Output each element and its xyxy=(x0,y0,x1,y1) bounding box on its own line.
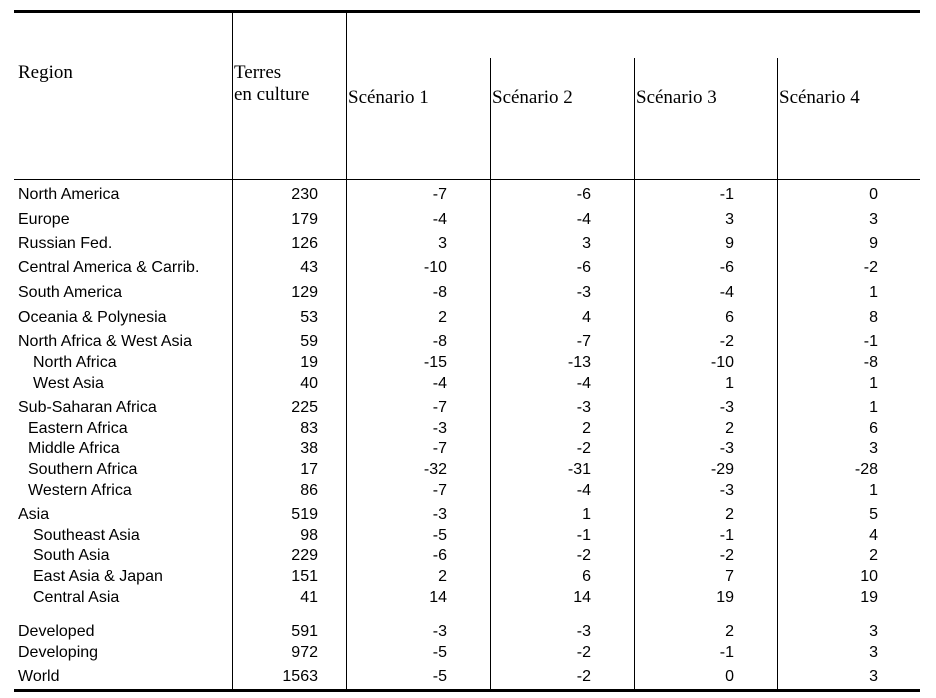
cell-scenario2: -3 xyxy=(576,623,591,640)
cell-scenario2: -4 xyxy=(576,482,591,499)
cell-scenario4: 3 xyxy=(869,644,878,661)
table-row xyxy=(0,283,936,303)
cell-scenario3: 9 xyxy=(725,235,734,252)
cell-region: Western Africa xyxy=(28,482,132,499)
cell-region: Central America & Carrib. xyxy=(18,259,200,276)
cell-land: 53 xyxy=(300,309,318,326)
table-row xyxy=(0,643,936,663)
header-cultivated-land-line2: en culture xyxy=(234,84,310,105)
cell-scenario4: 3 xyxy=(869,440,878,457)
cell-scenario4: 8 xyxy=(869,309,878,326)
cell-scenario1: 2 xyxy=(438,309,447,326)
cell-scenario3: 2 xyxy=(725,420,734,437)
table-row xyxy=(0,667,936,687)
header-region: Region xyxy=(18,62,73,83)
cell-scenario1: -5 xyxy=(432,527,447,544)
cell-scenario2: -2 xyxy=(576,668,591,685)
cell-scenario3: 7 xyxy=(725,568,734,585)
cell-scenario1: -3 xyxy=(432,506,447,523)
cell-scenario2: -3 xyxy=(576,284,591,301)
cell-land: 179 xyxy=(291,211,318,228)
cell-region: Oceania & Polynesia xyxy=(18,309,167,326)
cell-scenario4: 1 xyxy=(869,375,878,392)
table-row xyxy=(0,332,936,352)
header-scenario2: Scénario 2 xyxy=(492,87,573,108)
cell-region: Sub-Saharan Africa xyxy=(18,399,157,416)
cell-scenario1: -5 xyxy=(432,668,447,685)
cell-land: 59 xyxy=(300,333,318,350)
cell-land: 83 xyxy=(300,420,318,437)
cell-region: Europe xyxy=(18,211,70,228)
cell-region: South Asia xyxy=(33,547,110,564)
cell-region: Middle Africa xyxy=(28,440,120,457)
cell-scenario2: -4 xyxy=(576,211,591,228)
cell-scenario2: -2 xyxy=(576,547,591,564)
table-row xyxy=(0,588,936,608)
cell-scenario2: -13 xyxy=(567,354,591,371)
cell-scenario2: -2 xyxy=(576,440,591,457)
cell-scenario4: 10 xyxy=(860,568,878,585)
cell-scenario4: 0 xyxy=(869,186,878,203)
table-row xyxy=(0,374,936,394)
cell-land: 98 xyxy=(300,527,318,544)
cell-scenario3: -3 xyxy=(719,482,734,499)
cell-scenario1: 2 xyxy=(438,568,447,585)
cell-scenario3: -3 xyxy=(719,440,734,457)
cell-scenario4: -2 xyxy=(863,259,878,276)
cell-scenario3: -4 xyxy=(719,284,734,301)
table-row xyxy=(0,398,936,418)
cell-scenario3: -2 xyxy=(719,333,734,350)
table-row xyxy=(0,353,936,373)
cell-scenario3: -29 xyxy=(710,461,734,478)
table-row xyxy=(0,546,936,566)
cell-scenario1: -3 xyxy=(432,623,447,640)
cell-scenario1: -7 xyxy=(432,399,447,416)
cell-scenario2: 1 xyxy=(582,506,591,523)
cell-scenario4: -1 xyxy=(863,333,878,350)
cell-scenario4: 1 xyxy=(869,482,878,499)
header-cultivated-land xyxy=(234,62,309,106)
cell-scenario2: -2 xyxy=(576,644,591,661)
cell-scenario1: -4 xyxy=(432,211,447,228)
cell-scenario1: -15 xyxy=(423,354,447,371)
cell-scenario3: -3 xyxy=(719,399,734,416)
cell-scenario1: -8 xyxy=(432,333,447,350)
cell-scenario1: -7 xyxy=(432,482,447,499)
cell-region: North Africa xyxy=(33,354,117,371)
cell-scenario4: 3 xyxy=(869,623,878,640)
cell-land: 126 xyxy=(291,235,318,252)
cell-scenario2: 14 xyxy=(573,589,591,606)
cell-region: South America xyxy=(18,284,123,301)
cell-region: North America xyxy=(18,186,120,203)
header-scenario1: Scénario 1 xyxy=(348,87,429,108)
cell-land: 591 xyxy=(291,623,318,640)
cell-scenario2: -6 xyxy=(576,259,591,276)
cell-region: Central Asia xyxy=(33,589,120,606)
cell-scenario2: 6 xyxy=(582,568,591,585)
cell-land: 86 xyxy=(300,482,318,499)
cell-land: 129 xyxy=(291,284,318,301)
cell-land: 519 xyxy=(291,506,318,523)
cell-scenario3: -2 xyxy=(719,547,734,564)
cell-land: 229 xyxy=(291,547,318,564)
cell-scenario1: -3 xyxy=(432,420,447,437)
cell-scenario2: -3 xyxy=(576,399,591,416)
cell-scenario4: 4 xyxy=(869,527,878,544)
table-row xyxy=(0,567,936,587)
cell-scenario2: -6 xyxy=(576,186,591,203)
cell-scenario3: -1 xyxy=(719,527,734,544)
cell-scenario1: -32 xyxy=(423,461,447,478)
cell-region: North Africa & West Asia xyxy=(18,333,192,350)
cell-scenario4: 19 xyxy=(860,589,878,606)
cell-scenario2: -31 xyxy=(567,461,591,478)
cell-scenario3: -6 xyxy=(719,259,734,276)
cell-land: 151 xyxy=(291,568,318,585)
cell-scenario4: 5 xyxy=(869,506,878,523)
cell-land: 972 xyxy=(291,644,318,661)
cell-scenario1: -8 xyxy=(432,284,447,301)
table-row xyxy=(0,419,936,439)
table-row xyxy=(0,439,936,459)
cell-scenario3: 0 xyxy=(725,668,734,685)
cell-scenario3: 2 xyxy=(725,623,734,640)
bottom-rule xyxy=(14,689,920,692)
cell-scenario1: 3 xyxy=(438,235,447,252)
cell-scenario4: 3 xyxy=(869,668,878,685)
cell-land: 1563 xyxy=(282,668,318,685)
cell-scenario4: -8 xyxy=(863,354,878,371)
table-row xyxy=(0,258,936,278)
table-row xyxy=(0,460,936,480)
cell-region: Southeast Asia xyxy=(33,527,140,544)
cell-scenario3: -1 xyxy=(719,644,734,661)
cell-region: Developing xyxy=(18,644,99,661)
cell-land: 19 xyxy=(300,354,318,371)
cell-scenario2: -1 xyxy=(576,527,591,544)
cell-scenario1: -4 xyxy=(432,375,447,392)
cell-region: West Asia xyxy=(33,375,104,392)
header-scenario3: Scénario 3 xyxy=(636,87,717,108)
cell-scenario3: 2 xyxy=(725,506,734,523)
cell-region: East Asia & Japan xyxy=(33,568,163,585)
table-row xyxy=(0,622,936,642)
cell-region: Russian Fed. xyxy=(18,235,113,252)
table-row xyxy=(0,210,936,230)
cell-scenario1: -10 xyxy=(423,259,447,276)
header-scenario4: Scénario 4 xyxy=(779,87,860,108)
cell-scenario4: -28 xyxy=(854,461,878,478)
cell-region: Developed xyxy=(18,623,95,640)
table-row xyxy=(0,185,936,205)
cell-scenario1: -7 xyxy=(432,440,447,457)
cell-land: 41 xyxy=(300,589,318,606)
cell-scenario3: 19 xyxy=(716,589,734,606)
cell-region: Southern Africa xyxy=(28,461,138,478)
table-row xyxy=(0,526,936,546)
cell-region: Asia xyxy=(18,506,50,523)
cell-scenario1: -5 xyxy=(432,644,447,661)
cell-land: 225 xyxy=(291,399,318,416)
cell-scenario3: -1 xyxy=(719,186,734,203)
cell-scenario1: -7 xyxy=(432,186,447,203)
cell-land: 38 xyxy=(300,440,318,457)
cell-scenario2: -7 xyxy=(576,333,591,350)
cell-scenario1: 14 xyxy=(429,589,447,606)
cell-scenario4: 9 xyxy=(869,235,878,252)
cell-scenario3: 3 xyxy=(725,211,734,228)
table-row xyxy=(0,234,936,254)
cell-region: Eastern Africa xyxy=(28,420,128,437)
cell-scenario1: -6 xyxy=(432,547,447,564)
cell-scenario2: 2 xyxy=(582,420,591,437)
cell-scenario3: 1 xyxy=(725,375,734,392)
cell-scenario2: 4 xyxy=(582,309,591,326)
cell-land: 40 xyxy=(300,375,318,392)
cell-land: 43 xyxy=(300,259,318,276)
header-bottom-rule xyxy=(14,179,920,180)
header-cultivated-land-line1: Terres xyxy=(234,62,282,83)
cell-scenario3: -10 xyxy=(710,354,734,371)
cell-region: World xyxy=(18,668,60,685)
cell-land: 230 xyxy=(291,186,318,203)
cell-scenario3: 6 xyxy=(725,309,734,326)
cell-scenario4: 6 xyxy=(869,420,878,437)
cell-scenario4: 3 xyxy=(869,211,878,228)
table-row xyxy=(0,481,936,501)
table-row xyxy=(0,505,936,525)
cell-scenario2: 3 xyxy=(582,235,591,252)
top-rule xyxy=(14,10,920,13)
cell-land: 17 xyxy=(300,461,318,478)
table-row xyxy=(0,308,936,328)
cell-scenario4: 1 xyxy=(869,284,878,301)
cell-scenario4: 1 xyxy=(869,399,878,416)
cell-scenario2: -4 xyxy=(576,375,591,392)
cell-scenario4: 2 xyxy=(869,547,878,564)
